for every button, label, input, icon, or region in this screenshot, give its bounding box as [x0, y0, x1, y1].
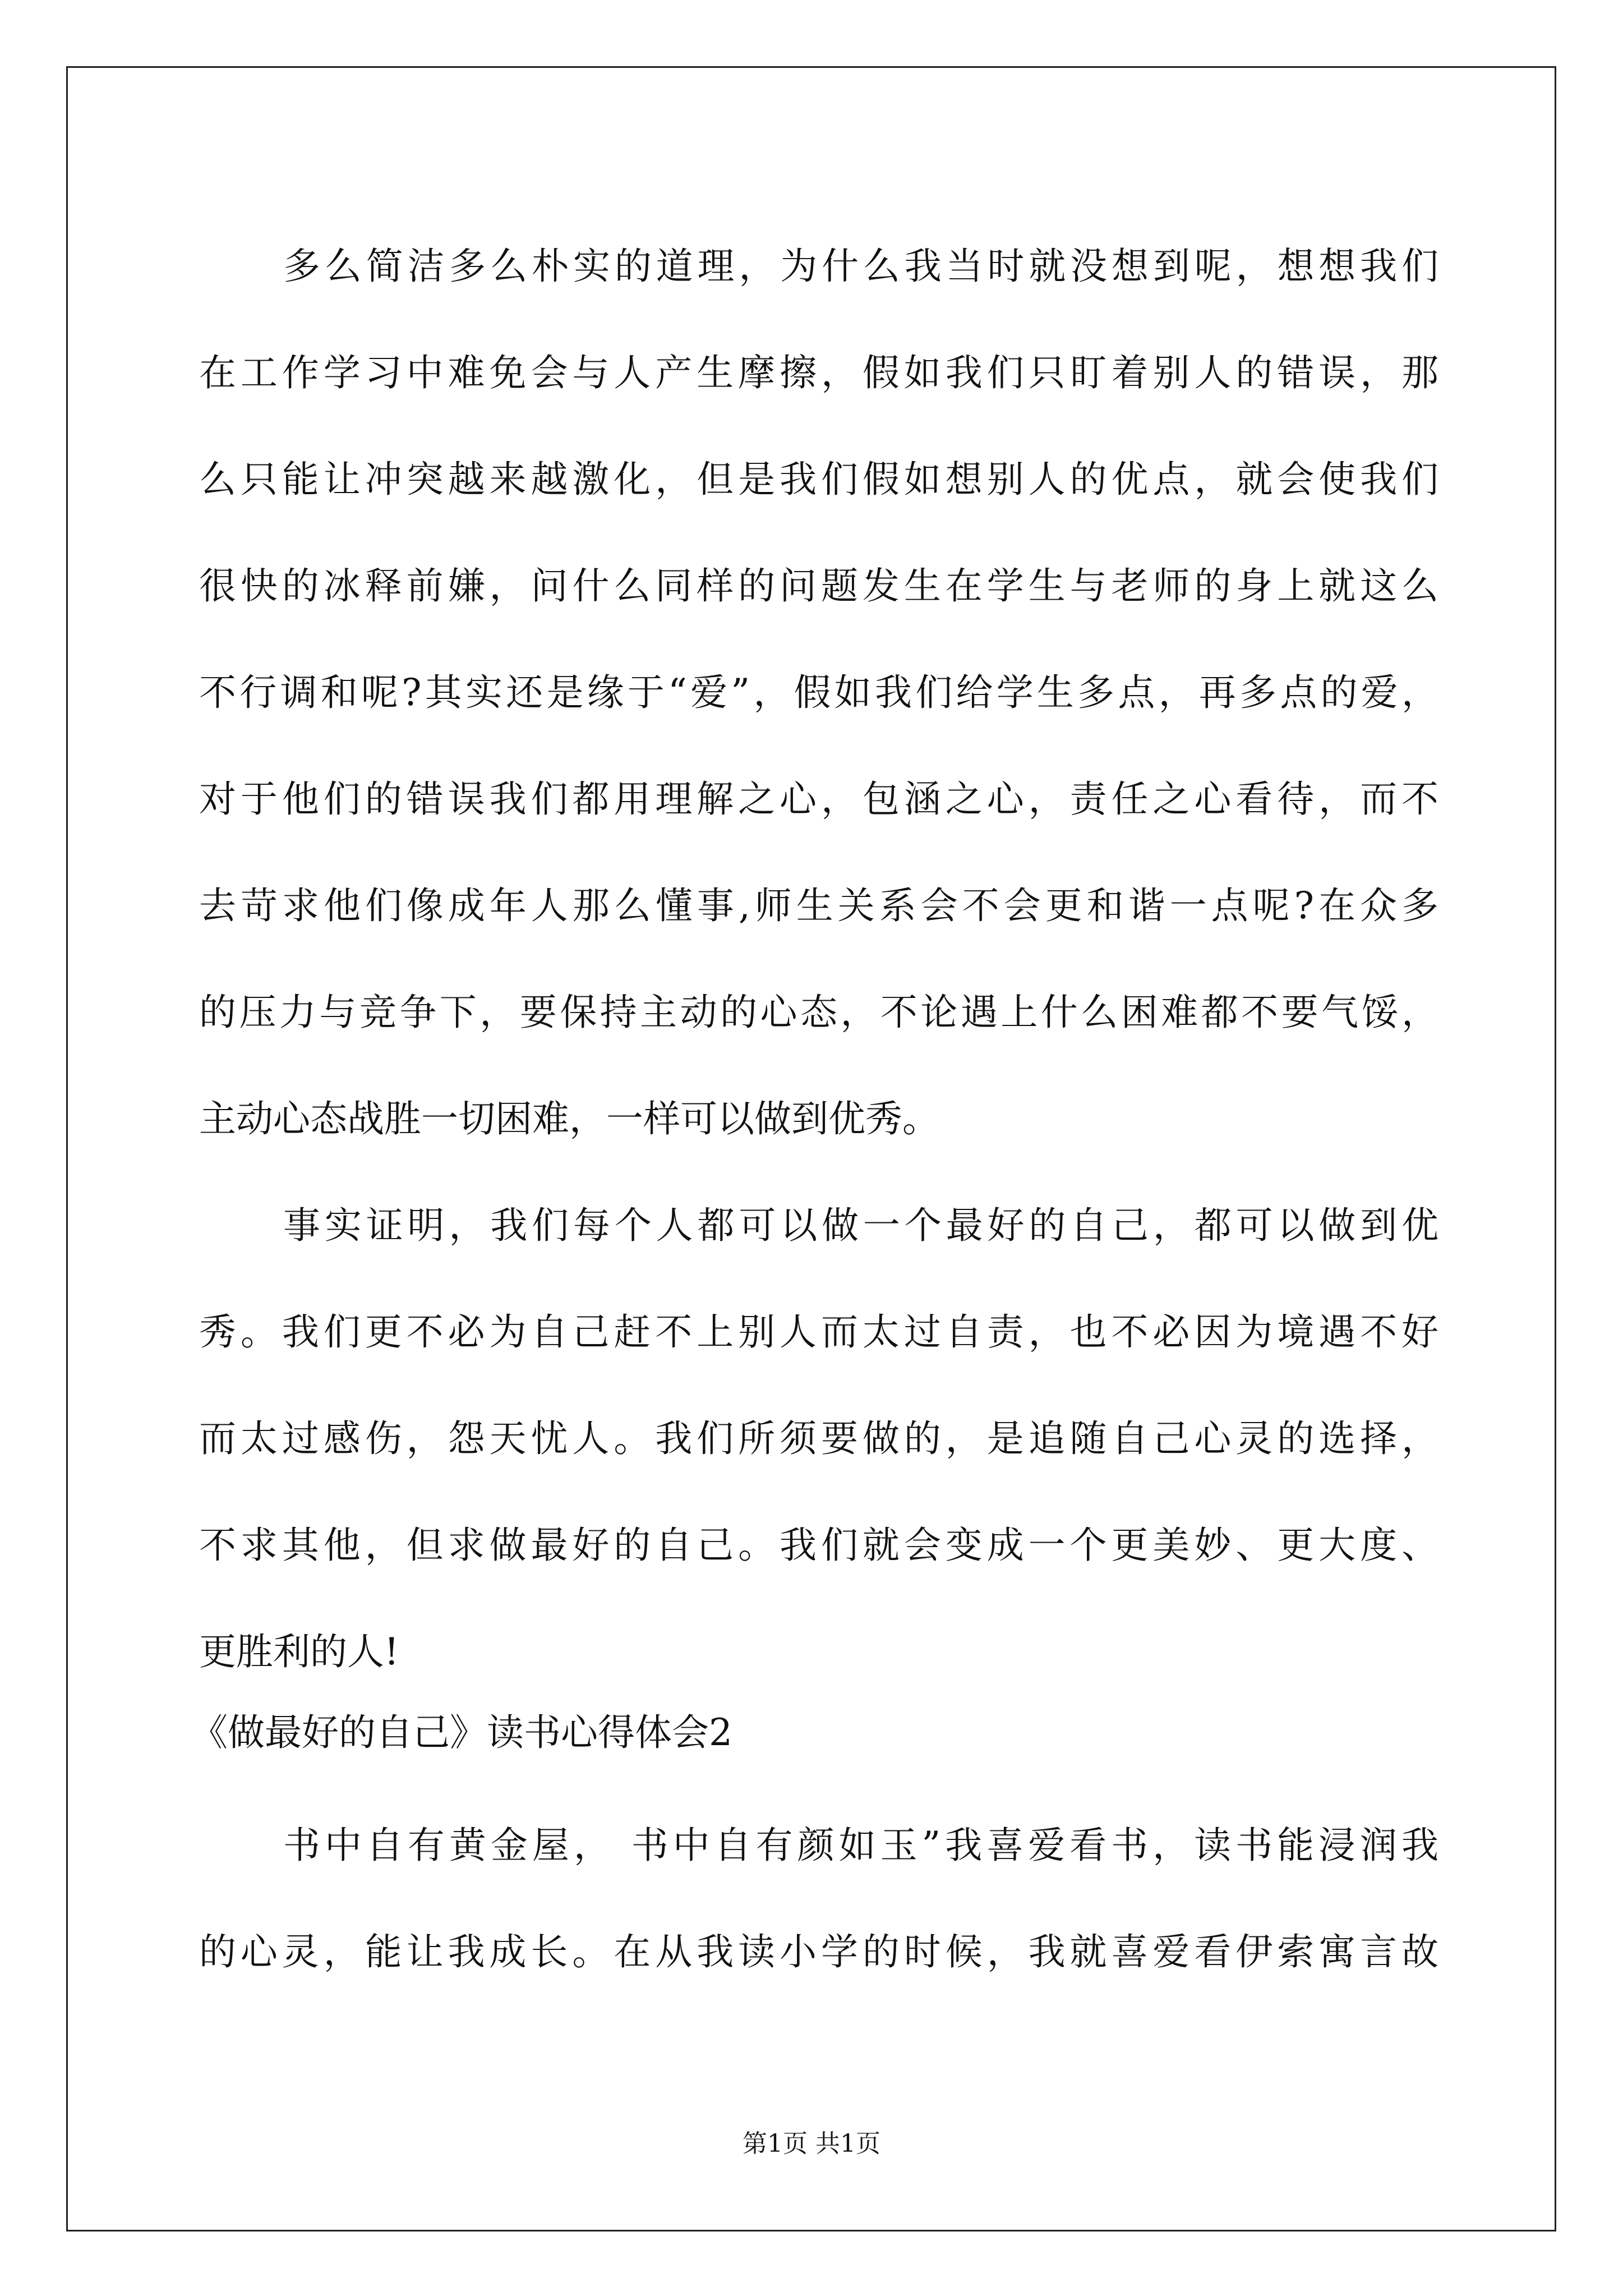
paragraph-line: 么只能让冲突越来越激化，但是我们假如想别人的优点，就会使我们 — [199, 458, 1438, 501]
paragraph-line: 对于他们的错误我们都用理解之心，包涵之心，责任之心看待，而不 — [199, 777, 1438, 821]
paragraph-line: 书中自有黄金屋， 书中自有颜如玉”我喜爱看书，读书能浸润我 — [283, 1824, 1438, 1867]
paragraph-line: 而太过感伤，怨天忧人。我们所须要做的，是追随自己心灵的选择， — [199, 1417, 1438, 1460]
paragraph-line: 去苛求他们像成年人那么懂事,师生关系会不会更和谐一点呢?在众多 — [199, 884, 1438, 927]
paragraph-line: 很快的冰释前嫌，问什么同样的问题发生在学生与老师的身上就这么 — [199, 564, 1438, 608]
section-heading: 《做最好的自己》读书心得体会2 — [191, 1711, 732, 1754]
document-body — [199, 213, 1438, 1705]
page-footer: 第1页 共1页 — [743, 2129, 880, 2158]
paragraph-line: 秀。我们更不必为自己赶不上别人而太过自责，也不必因为境遇不好 — [199, 1310, 1438, 1354]
paragraph-line: 的心灵，能让我成长。在从我读小学的时候，我就喜爱看伊索寓言故 — [199, 1930, 1438, 1973]
paragraph-line: 主动心态战胜一切困难，一样可以做到优秀。 — [199, 1097, 939, 1140]
paragraph-line: 在工作学习中难免会与人产生摩擦，假如我们只盯着别人的错误，那 — [199, 351, 1438, 394]
paragraph-line: 不求其他，但求做最好的自己。我们就会变成一个更美妙、更大度、 — [199, 1524, 1438, 1567]
paragraph-line: 事实证明，我们每个人都可以做一个最好的自己，都可以做到优 — [283, 1204, 1438, 1247]
document-body-continued — [199, 1792, 1438, 2005]
paragraph-3 — [199, 1792, 1438, 2005]
paragraph-line: 更胜利的人! — [199, 1630, 399, 1673]
paragraph-line: 多么简洁多么朴实的道理，为什么我当时就没想到呢，想想我们 — [283, 245, 1438, 288]
paragraph-line: 的压力与竞争下，要保持主动的心态，不论遇上什么困难都不要气馁， — [199, 991, 1438, 1034]
paragraph-1 — [199, 213, 1438, 1172]
paragraph-line: 不行调和呢?其实还是缘于“爱”，假如我们给学生多点，再多点的爱， — [199, 671, 1438, 714]
paragraph-2 — [199, 1172, 1438, 1705]
